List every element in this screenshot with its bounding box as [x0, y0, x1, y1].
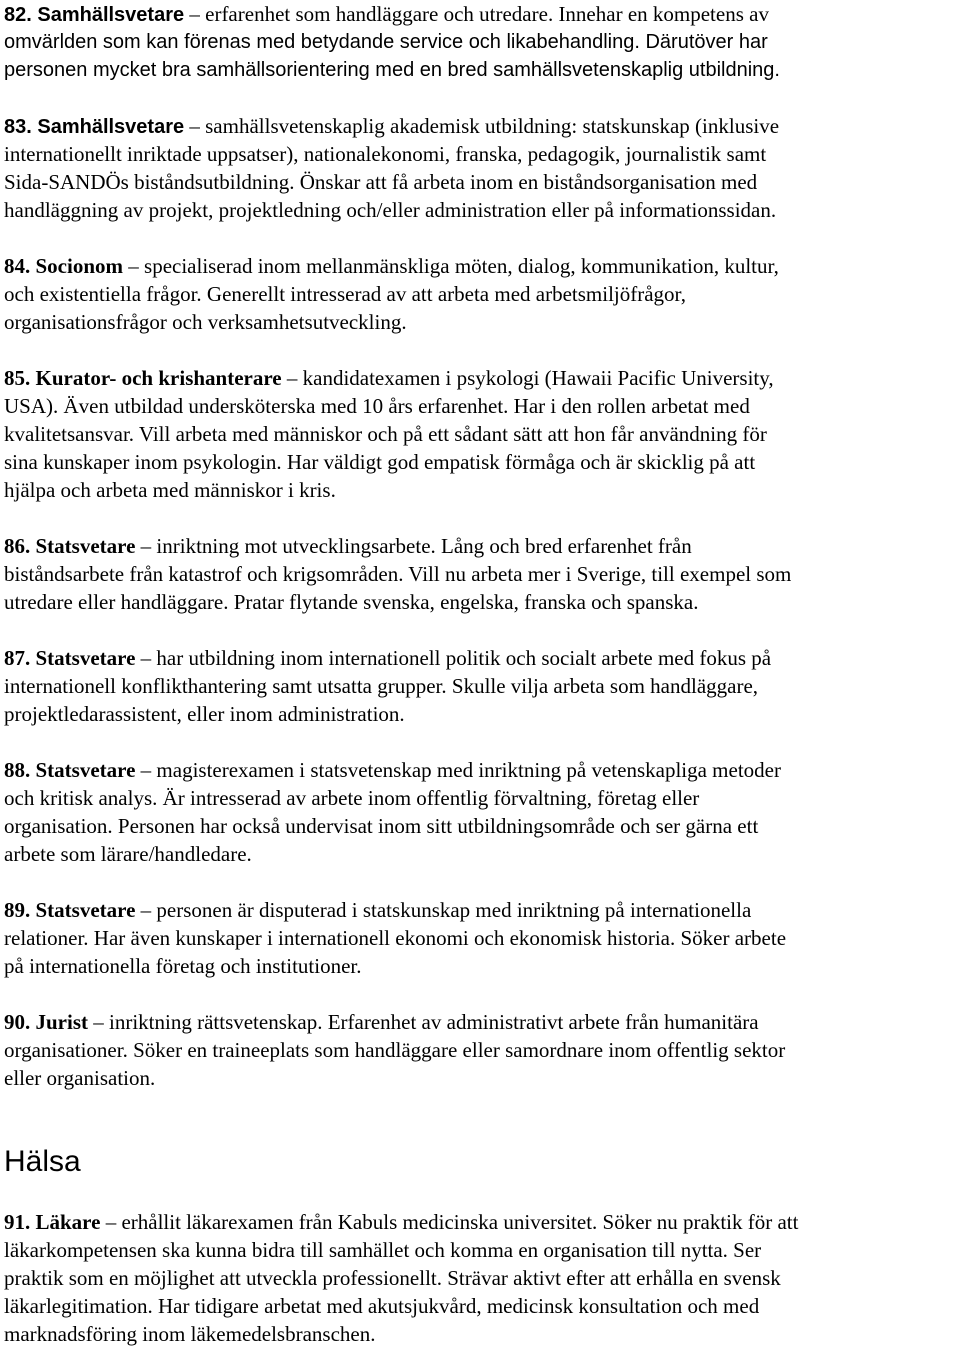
entry-title: 86. Statsvetare — [4, 534, 136, 558]
entry-line: relationer. Har även kunskaper i internationell ekonomi och ekonomisk historia. Söker arbete — [4, 926, 787, 950]
entry-line — [4, 364, 960, 392]
section-heading: Hälsa — [4, 1145, 81, 1178]
entry-91 — [4, 1208, 960, 1348]
entry-line: på internationella företag och institutioner. — [4, 954, 362, 978]
entry-90 — [4, 1008, 960, 1092]
entry-line — [4, 112, 960, 140]
entry-title: 82. Samhällsvetare — [4, 4, 185, 26]
entry-line: biståndsarbete från katastrof och krigsområden. Vill nu arbeta mer i Sverige, till exempel som — [4, 562, 792, 586]
entry-line: utredare eller handläggare. Pratar flytande svenska, engelska, franska och spanska. — [4, 590, 699, 614]
entry-line: internationellt inriktade uppsatser), nationalekonomi, franska, pedagogik, journalistik samt — [4, 142, 767, 166]
entry-line: läkarlegitimation. Har tidigare arbetat med akutsjukvård, medicinsk konsultation och med — [4, 1294, 760, 1318]
entry-line: praktik som en möjlighet att utveckla professionellt. Strävar aktivt efter att erhålla en svensk — [4, 1266, 781, 1290]
entry-text: – har utbildning inom internationell politik och socialt arbete med fokus på — [140, 646, 772, 670]
entry-title: 89. Statsvetare — [4, 898, 136, 922]
entry-line: personen mycket bra samhällsorientering med en bred samhällsvetenskaplig utbildning. — [4, 59, 780, 81]
entry-text: – specialiserad inom mellanmänskliga möten, dialog, kommunikation, kultur, — [128, 254, 779, 278]
entry-85 — [4, 364, 960, 504]
entry-line: hjälpa och arbeta med människor i kris. — [4, 478, 336, 502]
entry-line: och kritisk analys. Är intresserad av arbete inom offentlig förvaltning, företag eller — [4, 786, 700, 810]
entry-line — [4, 252, 960, 280]
entry-text: – personen är disputerad i statskunskap med inriktning på internationella — [140, 898, 752, 922]
entry-title: 84. Socionom — [4, 254, 124, 278]
entry-line: sina kunskaper inom psykologin. Har väldigt god empatisk förmåga och är skicklig på att — [4, 450, 756, 474]
entry-text: – magisterexamen i statsvetenskap med inriktning på vetenskapliga metoder — [140, 758, 781, 782]
entry-line — [4, 0, 960, 28]
entry-line — [4, 532, 960, 560]
entry-line: projektledarassistent, eller inom administration. — [4, 702, 405, 726]
entry-line — [4, 644, 960, 672]
entry-line: handläggning av projekt, projektledning och/eller administration eller på informationssidan. — [4, 198, 777, 222]
entry-82 — [4, 0, 960, 84]
entry-line: kvalitetsansvar. Vill arbeta med människor och på ett sådant sätt att hon får användning för — [4, 422, 767, 446]
entry-title: 91. Läkare — [4, 1210, 101, 1234]
entry-line: organisation. Personen har också undervisat inom sitt utbildningsområde och ser gärna ett — [4, 814, 759, 838]
entry-line: läkarkompetensen ska kunna bidra till samhället och komma en organisation till nytta. Ser — [4, 1238, 762, 1262]
entry-title: 90. Jurist — [4, 1010, 88, 1034]
entry-text: – samhällsvetenskaplig akademisk utbildning: statskunskap (inklusive — [189, 114, 780, 138]
entry-line: och existentiella frågor. Generellt intresserad av att arbeta med arbetsmiljöfrågor, — [4, 282, 686, 306]
entry-title: 83. Samhällsvetare — [4, 116, 185, 138]
entry-line: USA). Även utbildad undersköterska med 10 års erfarenhet. Har i den rollen arbetat med — [4, 394, 750, 418]
entry-line — [4, 896, 960, 924]
entry-title: 87. Statsvetare — [4, 646, 136, 670]
entry-line — [4, 1208, 960, 1236]
entry-text: – inriktning rättsvetenskap. Erfarenhet av administrativt arbete från humanitära — [93, 1010, 759, 1034]
entry-text: – erfarenhet som handläggare och utredare. Innehar en kompetens av — [189, 2, 769, 26]
entry-line: Sida-SANDÖs biståndsutbildning. Önskar att få arbeta inom en biståndsorganisation med — [4, 170, 758, 194]
entry-line — [4, 756, 960, 784]
entry-89 — [4, 896, 960, 980]
entry-line: internationell konflikthantering samt utsatta grupper. Skulle vilja arbeta som handläggare, — [4, 674, 759, 698]
entry-title: 85. Kurator- och krishanterare — [4, 366, 282, 390]
entry-line: omvärlden som kan förenas med betydande service och likabehandling. Därutöver har — [4, 31, 768, 53]
entry-line: organisationer. Söker en traineeplats som handläggare eller samordnare inom offentlig sektor — [4, 1038, 786, 1062]
entry-87 — [4, 644, 960, 728]
entry-83 — [4, 112, 960, 224]
entry-line: marknadsföring inom läkemedelsbranschen. — [4, 1322, 376, 1346]
entry-88 — [4, 756, 960, 868]
entry-text: – inriktning mot utvecklingsarbete. Lång och bred erfarenhet från — [140, 534, 692, 558]
entry-line: organisationsfrågor och verksamhetsutveckling. — [4, 310, 407, 334]
entry-title: 88. Statsvetare — [4, 758, 136, 782]
entry-line: eller organisation. — [4, 1066, 156, 1090]
entry-line: arbete som lärare/handledare. — [4, 842, 252, 866]
entry-84 — [4, 252, 960, 336]
entry-line — [4, 1008, 960, 1036]
entry-text: – erhållit läkarexamen från Kabuls medicinska universitet. Söker nu praktik för att — [105, 1210, 799, 1234]
entry-text: – kandidatexamen i psykologi (Hawaii Pacific University, — [286, 366, 774, 390]
entry-86 — [4, 532, 960, 616]
